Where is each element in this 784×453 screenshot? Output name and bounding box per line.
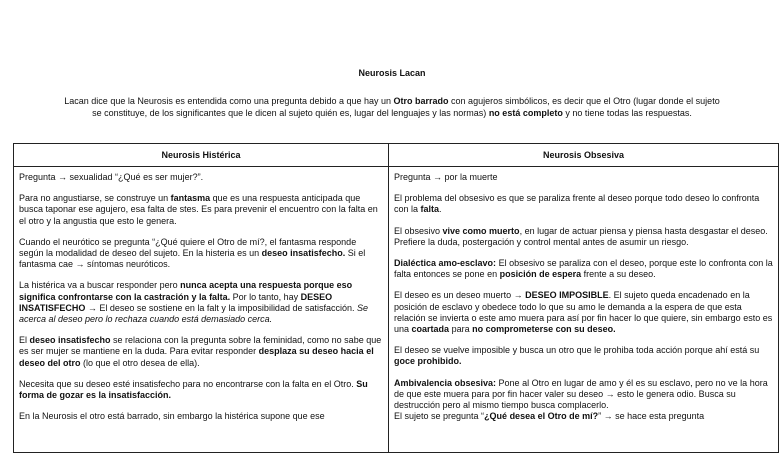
histerica-paragraph: Necesita que su deseo esté insatisfecho para no encontrarse con la falta en el Otro. Su forma de gozar es la insatisfacción. — [19, 378, 368, 401]
obsesiva-paragraph: El deseo es un deseo muerto → DESEO IMPOSIBLE. El sujeto queda encadenado en la posición de esclavo y obedece todo lo que su amo le demanda a la espera de que esta relación se invierta o este amo muera para así por fin hacer lo que quiere, sin embargo esto es una coartada para no comprometerse con su deseo. — [394, 290, 773, 335]
histerica-paragraph: Para no angustiarse, se construye un fantasma que es una respuesta anticipada que busca taponar ese agujero, esa falta de stes. Es para prevenir el encuentro con la falta en el otro y la angustia que esto le genera. — [19, 193, 378, 226]
obsesiva-paragraph: El problema del obsesivo es que se paraliza frente al deseo porque todo deseo lo confronta con la falta. — [394, 193, 760, 215]
obsesiva-paragraph: El deseo se vuelve imposible y busca un otro que le prohiba toda acción porque ahí está su goce prohibido. — [394, 345, 760, 367]
histerica-paragraph: Pregunta → sexualidad “¿Qué es ser mujer?”. — [19, 172, 204, 182]
obsesiva-column — [389, 144, 778, 452]
comparison-table — [13, 143, 779, 453]
intro-paragraph: Lacan dice que la Neurosis es entendida como una pregunta debido a que hay un Otro barrado con agujeros simbólicos, es decir que el Otro (lugar donde el sujeto se constituye, de los significantes que le dicen al sujeto quién es, lugar del lenguajes y las normas) no está completo y no tiene todas las respuestas. — [64, 96, 720, 118]
histerica-column — [14, 144, 389, 452]
histerica-paragraph: En la Neurosis el otro está barrado, sin embargo la histérica supone que ese — [19, 411, 325, 422]
obsesiva-paragraph: El obsesivo vive como muerto, en lugar de actuar piensa y piensa hasta desgastar el deseo. Prefiere la duda, postergación y control mental antes de asumir un riesgo. — [394, 225, 768, 247]
histerica-header: Neurosis Histérica — [14, 144, 388, 167]
obsesiva-paragraph: Dialéctica amo-esclavo: El obsesivo se paraliza con el deseo, porque este lo confronta con la falta entonces se pone en posición de espera frente a su deseo. — [394, 258, 773, 280]
page-title: Neurosis Lacan — [358, 68, 426, 78]
histerica-paragraph: Cuando el neurótico se pregunta “¿Qué quiere el Otro de mí?, el fantasma responde según la modalidad de deseo del sujeto. En la histeria es un deseo insatisfecho. Si el fantasma cae → síntomas neuróticos. — [19, 236, 366, 270]
obsesiva-header: Neurosis Obsesiva — [389, 144, 778, 167]
histerica-paragraph: La histérica va a buscar responder pero nunca acepta una respuesta porque eso significa confrontarse con la castración y la falta. Por lo tanto, hay DESEO INSATISFECHO → El deseo se sostiene en la falt y la imposibilidad de satisfacción. Se acerca al deseo pero lo rechaza cuando está demasiado cerca. — [19, 280, 369, 325]
obsesiva-paragraph: El sujeto se pregunta “¿Qué desea el Otro de mí?” → se hace esta pregunta — [394, 411, 705, 422]
obsesiva-paragraph: Ambivalencia obsesiva: Pone al Otro en lugar de amo y él es su esclavo, pero no ve la hora de que este muera para por fin hacer valer su deseo → esto le genera odio. Busca su destrucción pero al mismo tiempo busca complacerlo. — [394, 377, 768, 411]
histerica-paragraph: El deseo insatisfecho se relaciona con la pregunta sobre la feminidad, como no sabe que es ser mujer se mantiene en la duda. Para evitar responder desplaza su deseo hacia el deseo del otro (lo que el otro desea de ella). — [19, 335, 382, 368]
obsesiva-paragraph: Pregunta → por la muerte — [394, 172, 498, 182]
